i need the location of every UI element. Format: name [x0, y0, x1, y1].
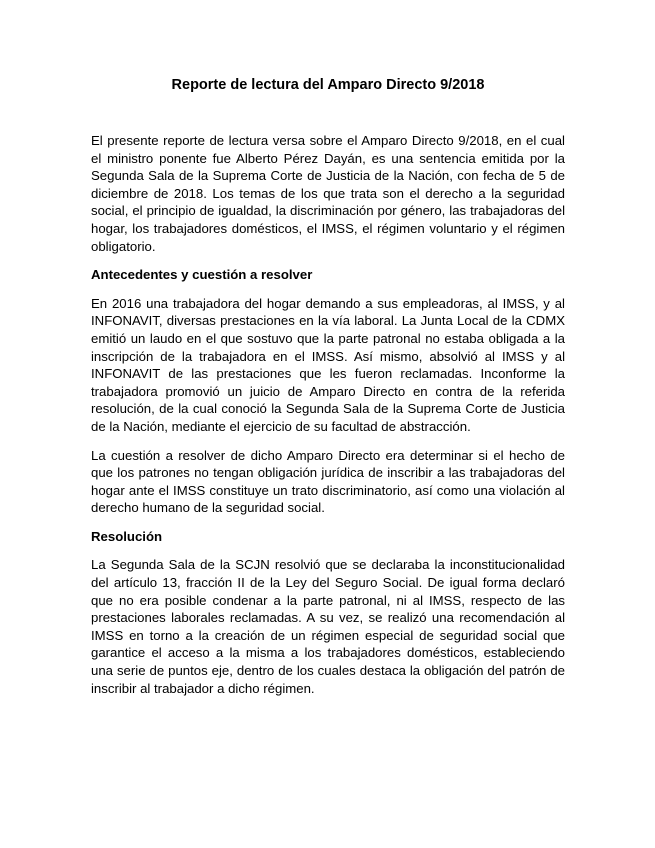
- intro-paragraph: El presente reporte de lectura versa sobre el Amparo Directo 9/2018, en el cual el ministro ponente fue Alberto Pérez Dayán, es una sentencia emitida por la Segunda Sala de la Suprema Corte de Justicia de la Nación, con fecha de 5 de diciembre de 2018. Los temas de los que trata son el derecho a la seguridad social, el principio de igualdad, la discriminación por género, las trabajadoras del hogar, los trabajadores domésticos, el IMSS, el régimen voluntario y el régimen obligatorio.: [91, 133, 565, 254]
- antecedentes-paragraph-2: La cuestión a resolver de dicho Amparo Directo era determinar si el hecho de que los patrones no tengan obligación jurídica de inscribir a las trabajadoras del hogar ante el IMSS constituye un trato discriminatorio, así como una violación al derecho humano de la seguridad social.: [91, 447, 565, 516]
- resolucion-paragraph: La Segunda Sala de la SCJN resolvió que se declaraba la inconstitucionalidad del artículo 13, fracción II de la Ley del Seguro Social. De igual forma declaró que no era posible condenar a la parte patronal, ni al IMSS, respecto de las prestaciones laborales reclamadas. A su vez, se realizó una recomendación al IMSS en torno a la creación de un régimen especial de seguridad social que garantice el acceso a la misma a los trabajadores domésticos, estableciendo una serie de puntos eje, dentro de los cuales destaca la obligación del patrón de inscribir al trabajador a dicho régimen.: [91, 557, 565, 696]
- antecedentes-paragraph-1: En 2016 una trabajadora del hogar demando a sus empleadoras, al IMSS, y al INFONAVIT, diversas prestaciones en la vía laboral. La Junta Local de la CDMX emitió un laudo en el que sostuvo que la parte patronal no estaba obligada a la inscripción de la trabajadora en el IMSS. Así mismo, absolvió al IMSS y al INFONAVIT de las prestaciones que les fueron reclamadas. Inconforme la trabajadora promovió un juicio de Amparo Directo en contra de la referida resolución, de la cual conoció la Segunda Sala de la Suprema Corte de Justicia de la Nación, mediante el ejercicio de su facultad de abstracción.: [91, 295, 565, 434]
- document-title: Reporte de lectura del Amparo Directo 9/2018: [171, 77, 485, 93]
- document-page: [91, 75, 565, 708]
- section-heading-antecedentes: Antecedentes y cuestión a resolver: [91, 267, 313, 283]
- section-heading-resolucion: Resolución: [91, 528, 163, 544]
